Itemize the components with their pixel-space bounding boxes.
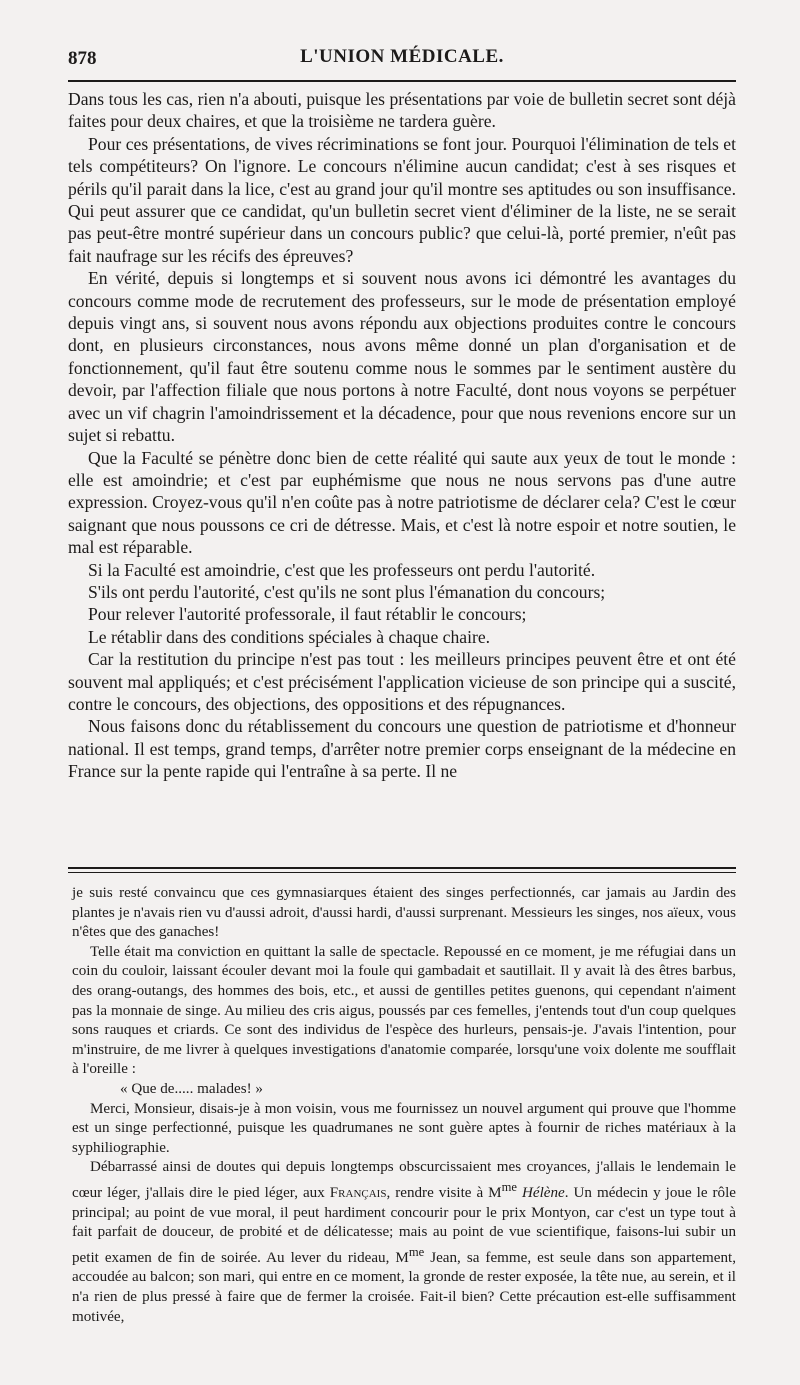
header-rule bbox=[68, 80, 736, 82]
feuilleton-paragraph: Merci, Monsieur, disais-je à mon voisin, vous me fournissez un nouvel argument qui prouve que l'homme est un singe perfectionné, puisque les quadrumanes ne sont guère aptes à fournir de riches matériaux à la syphiliographie. bbox=[72, 1100, 736, 1156]
article-paragraph: Le rétablir dans des conditions spéciales à chaque chaire. bbox=[88, 626, 491, 647]
theatre-name: Français bbox=[329, 1184, 387, 1201]
title-superscript: me bbox=[408, 1244, 425, 1259]
feuilleton-paragraph bbox=[72, 1158, 736, 1327]
page-header bbox=[68, 44, 736, 78]
article-paragraph: Pour ces présentations, de vives récriminations se font jour. Pourquoi l'élimination de tels et tels compétiteurs? On l'ignore. Le concours n'élimine aucun candidat; c'est à ses risques et périls qu'il parait dans la lice, c'est au grand jour qu'il montre ses aptitudes ou son insuffisance. Qui peut assurer que ce candidat, qu'un bulletin secret vient d'éliminer de la liste, ne se serait pas peut-être montré supérieur dans un concours public? que celui-là, porté premier, n'eût pas fait naufrage sur les récifs des épreuves? bbox=[68, 133, 736, 266]
running-title: L'UNION MÉDICALE. bbox=[300, 46, 504, 67]
feuilleton-text: . Un médecin y joue le rôle principal; au point de vue moral, il peut hardiment concourir pour le prix Montyon, car c'est un type tout à fait parfait de douceur, de probité et de délicatesse; mais au point de vue scientifique, faisons-lui subir un petit examen de fin de soirée. Au lever du rideau, M bbox=[72, 1184, 737, 1266]
article-paragraph: Si la Faculté est amoindrie, c'est que les professeurs ont perdu l'autorité. bbox=[88, 559, 596, 580]
feuilleton-divider-thin bbox=[68, 872, 736, 873]
play-title: Hélène bbox=[522, 1184, 565, 1201]
article-paragraph: Dans tous les cas, rien n'a abouti, puisque les présentations par voie de bulletin secret sont déjà faites pour deux chaires, et que la troisième ne tardera guère. bbox=[68, 89, 736, 132]
article-paragraph: En vérité, depuis si longtemps et si souvent nous avons ici démontré les avantages du concours comme mode de recrutement des professeurs, sur le mode de présentation employé depuis vingt ans, si souvent nous avons répondu aux objections produites contre le concours dont, en plusieurs circonstances, nous avons même donné un plan d'organisation et de fonctionnement, qu'il faut être soutenu comme nous le sommes par le sentiment austère du devoir, par l'affection filiale que nous portons à notre Faculté, dont nous voyons se perpétuer avec un vif chagrin l'amoindrissement et la décadence, pour que nous revenions encore sur un sujet si rebattu. bbox=[68, 268, 736, 446]
article-paragraph: Que la Faculté se pénètre donc bien de cette réalité qui saute aux yeux de tout le monde : elle est amoindrie; et c'est par euphémisme que nous ne nous servons pas d'une autre expression. Croyez-vous qu'il n'en coûte pas à notre patriotisme de déclarer cela? C'est le cœur saignant que nous poussons ce cri de détresse. Mais, et c'est là notre espoir et notre soutien, le mal est réparable. bbox=[68, 447, 736, 558]
feuilleton-text: Jean, sa femme, est seule dans son appartement, accoudée au balcon; son mari, qui entre en ce moment, la gronde de rester exposée, la tête nue, au serein, et il n'a rien de plus pressé à faire que de fermer la croisée. Fait-il bien? Cette précaution est-elle suffisamment motivée, bbox=[72, 1249, 736, 1325]
feuilleton-text: , rendre visite à M bbox=[386, 1184, 502, 1201]
article-paragraph: Car la restitution du principe n'est pas tout : les meilleurs principes peuvent être et ont été souvent mal appliqués; et c'est précisément l'application vicieuse de son principe qui a suscité, contre le concours, des objections, des oppositions et des répugnances. bbox=[68, 649, 736, 714]
article-paragraph: Pour relever l'autorité professorale, il faut rétablir le concours; bbox=[88, 604, 527, 625]
feuilleton-paragraph: je suis resté convaincu que ces gymnasiarques étaient des singes perfectionnés, car jamais au Jardin des plantes je n'avais rien vu d'aussi adroit, d'aussi hardi, d'aussi surprenant. Messieurs les singes, nos aïeux, vous n'êtes que des ganaches! bbox=[72, 885, 736, 941]
feuilleton-column bbox=[72, 884, 736, 1327]
article-paragraph: S'ils ont perdu l'autorité, c'est qu'ils ne sont plus l'émanation du concours; bbox=[88, 581, 606, 602]
main-article bbox=[68, 88, 736, 783]
feuilleton-paragraph: Telle était ma conviction en quittant la salle de spectacle. Repoussé en ce moment, je me réfugiai dans un coin du couloir, laissant écouler devant moi la foule qui gambadait et sautillait. Il y avait là des êtres barbus, des orang-outangs, des hommes des bois, etc., et aussi de gentilles petites guenons, qui cependant n'aiment pas la monnaie de singe. Au milieu des cris aigus, poussés par ces femelles, j'entends tout d'un coup quelques sons rauques et criards. Ce sont des individus de l'espèce des hurleurs, pensais-je. J'avais l'intention, pour m'instruire, de me livrer à quelques investigations d'anatomie comparée, lorsqu'une voix dolente me soufflait à l'oreille : bbox=[72, 943, 736, 1078]
feuilleton-quote: « Que de..... malades! » bbox=[120, 1080, 263, 1097]
page-number: 878 bbox=[68, 48, 97, 69]
feuilleton-divider bbox=[68, 867, 736, 869]
feuilleton-text: Débarrassé ainsi de doutes qui depuis longtemps obscurcissaient mes croyances, j'allais le lendemain le cœur léger, j'allais dire le pied léger, aux bbox=[72, 1159, 736, 1201]
title-superscript: me bbox=[501, 1179, 517, 1194]
article-paragraph: Nous faisons donc du rétablissement du concours une question de patriotisme et d'honneur national. Il est temps, grand temps, d'arrêter notre premier corps enseignant de la médecine en France sur la pente rapide qui l'entraîne à sa perte. Il ne bbox=[68, 716, 736, 782]
